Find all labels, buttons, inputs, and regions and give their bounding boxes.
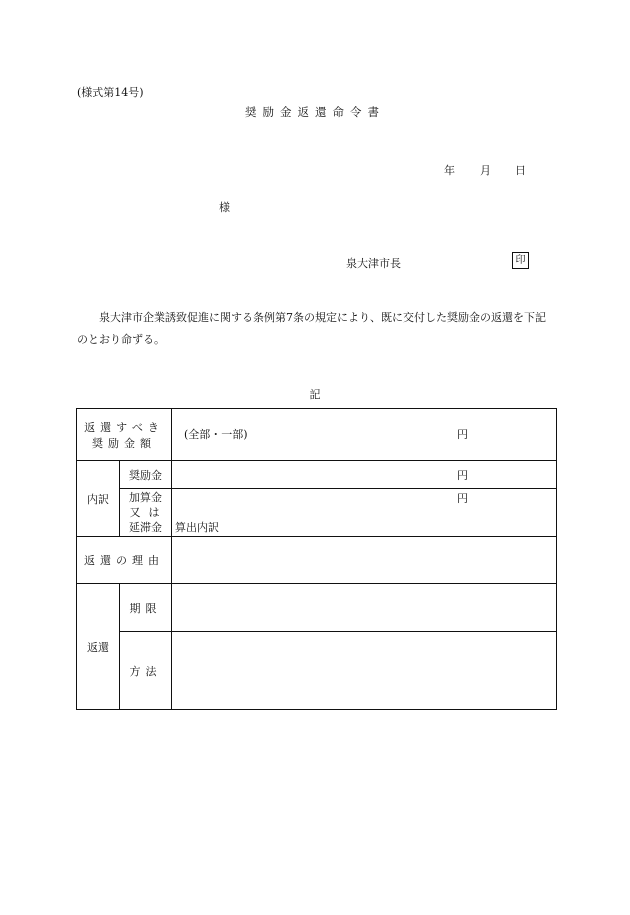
form-table	[76, 408, 557, 710]
amount-value-cell	[172, 409, 557, 461]
calc-breakdown: 算出内訳	[175, 521, 219, 534]
form-number: (様式第14号)	[77, 86, 144, 99]
surcharge-label-line3: 延滞金	[129, 521, 162, 534]
incentive-row	[77, 461, 557, 489]
amount-label-line1: 返還すべき	[84, 420, 164, 434]
incentive-yen: 円	[457, 468, 468, 482]
issuer-name: 泉大津市長	[346, 257, 401, 270]
reason-label-cell	[77, 537, 172, 584]
amount-row	[77, 409, 557, 461]
incentive-label: 奨励金	[129, 468, 162, 482]
return-label: 返還	[87, 640, 109, 654]
surcharge-label-line2: 又は	[129, 506, 168, 519]
amount-label-cell	[77, 409, 172, 461]
deadline-row	[77, 584, 557, 632]
surcharge-label-line1: 加算金	[129, 491, 162, 504]
breakdown-label-cell	[77, 461, 120, 537]
reason-row	[77, 537, 557, 584]
incentive-label-cell	[120, 461, 172, 489]
surcharge-label-cell	[120, 489, 172, 537]
method-row	[77, 632, 557, 710]
method-value-cell	[172, 632, 557, 710]
document-title: 奨励金返還命令書	[245, 105, 385, 119]
seal-mark: 印	[512, 252, 529, 269]
surcharge-row	[77, 489, 557, 537]
method-label-cell	[120, 632, 172, 710]
reason-label: 返還の理由	[84, 554, 164, 567]
method-label: 方法	[129, 664, 162, 678]
date-month: 月	[480, 164, 491, 177]
date-day: 日	[515, 164, 526, 177]
surcharge-yen: 円	[457, 492, 468, 505]
date-year: 年	[444, 164, 455, 177]
record-label: 記	[309, 388, 321, 401]
amount-scope: (全部・一部)	[184, 427, 248, 441]
amount-yen: 円	[457, 427, 468, 441]
body-text: 泉大津市企業誘致促進に関する条例第7条の規定により、既に交付した奨励金の返還を下記のとおり命ずる。	[77, 311, 546, 346]
return-label-cell	[77, 584, 120, 710]
deadline-value-cell	[172, 584, 557, 632]
incentive-value-cell	[172, 461, 557, 489]
reason-value-cell	[172, 537, 557, 584]
deadline-label-cell	[120, 584, 172, 632]
breakdown-label: 内訳	[87, 492, 109, 506]
surcharge-value-cell	[172, 489, 557, 537]
deadline-label: 期限	[129, 601, 162, 615]
amount-label-line2: 奨励金額	[92, 436, 156, 450]
addressee-honorific: 様	[219, 201, 230, 214]
